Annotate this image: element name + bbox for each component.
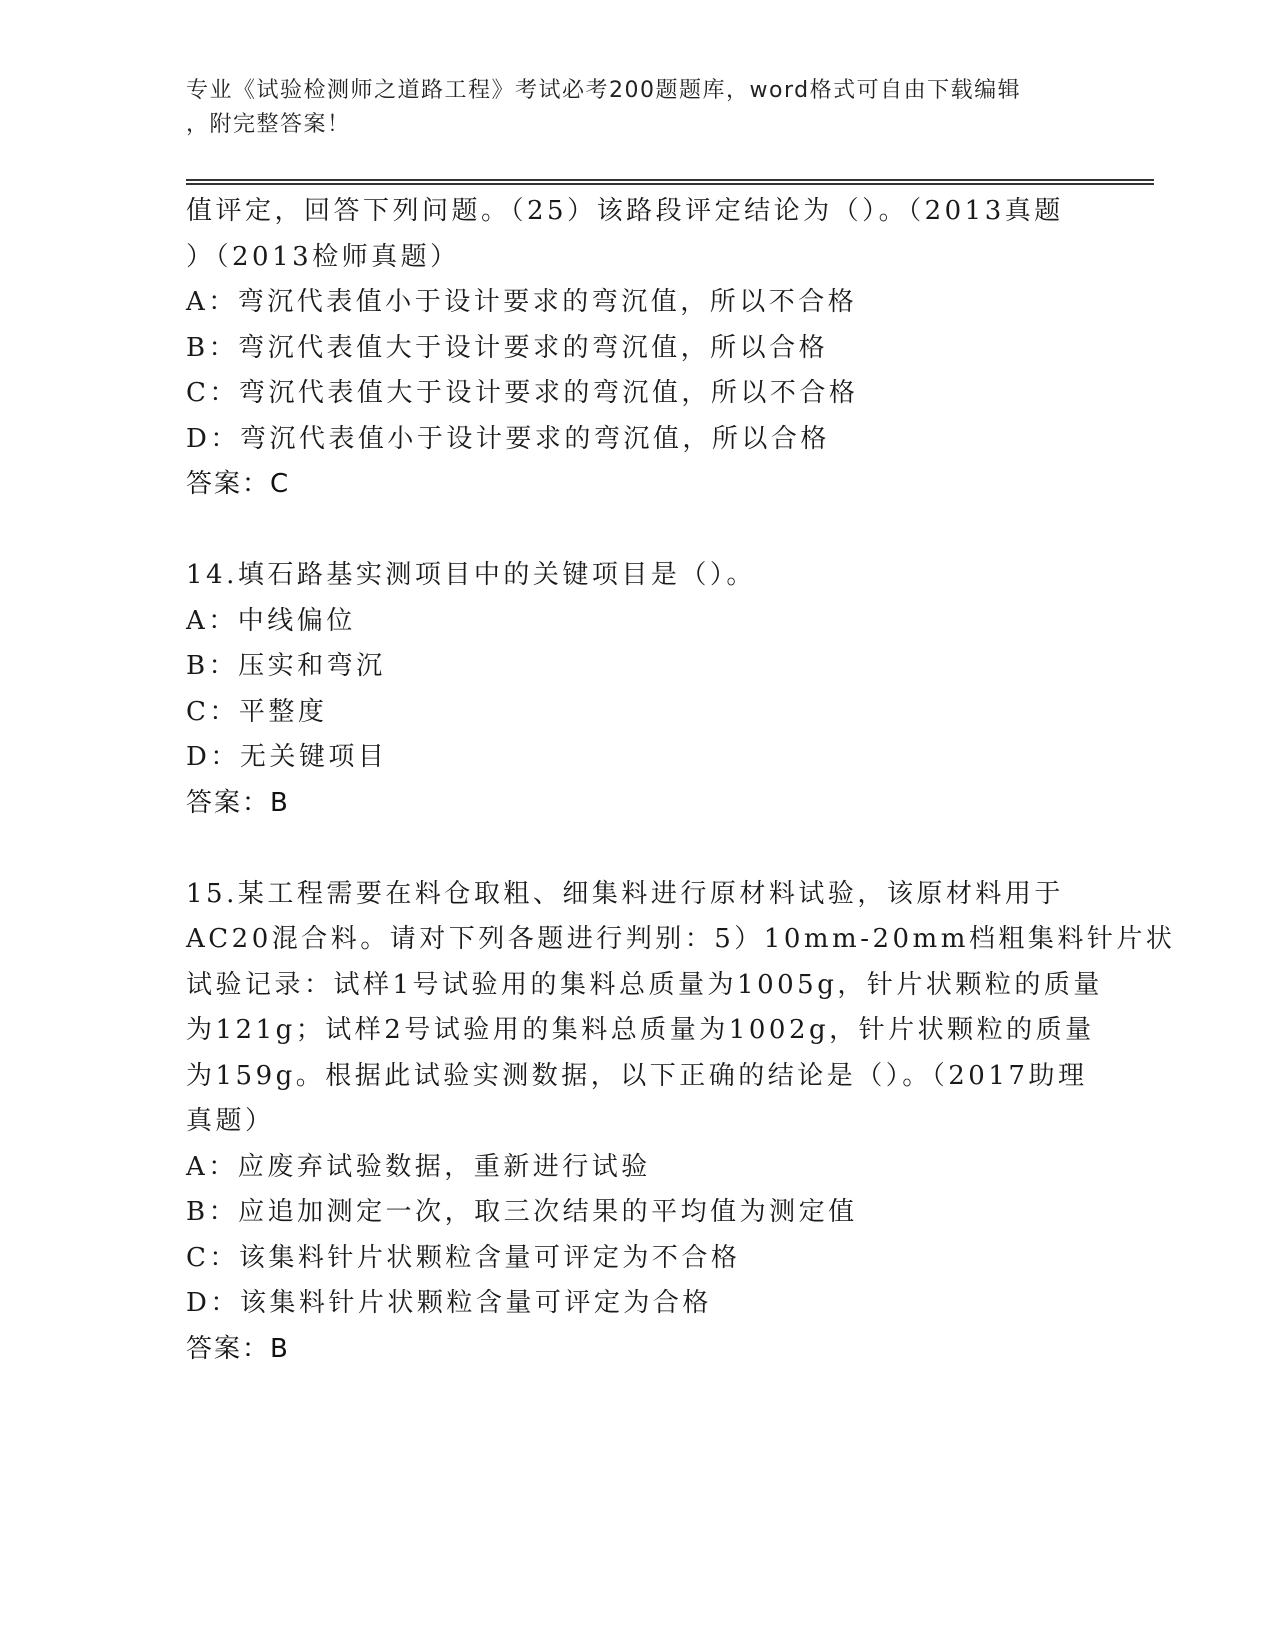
option-d: D：弯沉代表值小于设计要求的弯沉值，所以合格	[186, 423, 830, 454]
question-15	[186, 872, 1176, 1373]
option-a: A：中线偏位	[186, 605, 356, 636]
header-title-line-1: 专业《试验检测师之道路工程》考试必考200题题库，word格式可自由下载编辑	[186, 78, 1022, 103]
option-a: A：应废弃试验数据，重新进行试验	[186, 1151, 651, 1182]
question-stem-line: 15.某工程需要在料仓取粗、细集料进行原材料试验，该原材料用于	[186, 878, 1064, 909]
question-stem-line: 为121g；试样2号试验用的集料总质量为1002g，针片状颗粒的质量	[186, 1015, 1095, 1045]
question-14	[186, 553, 1086, 826]
question-spacer	[186, 826, 1086, 872]
header-divider-bottom	[186, 183, 1154, 185]
question-13	[186, 189, 1086, 508]
option-c: C：弯沉代表值大于设计要求的弯沉值，所以不合格	[186, 378, 859, 408]
option-d: D：该集料针片状颗粒含量可评定为合格	[186, 1288, 712, 1318]
question-stem-line: 试验记录：试样1号试验用的集料总质量为1005g，针片状颗粒的质量	[186, 969, 1103, 1000]
answer-label: 答案：B	[186, 1333, 290, 1364]
option-b: B：压实和弯沉	[186, 651, 386, 681]
option-b: B：弯沉代表值大于设计要求的弯沉值，所以合格	[186, 332, 829, 363]
document-header	[186, 74, 1086, 142]
question-stem-line: 真题）	[186, 1106, 275, 1136]
option-d: D：无关键项目	[186, 742, 388, 772]
answer-label: 答案：C	[186, 469, 291, 499]
question-spacer	[186, 508, 1086, 554]
option-c: C：该集料针片状颗粒含量可评定为不合格	[186, 1242, 741, 1273]
question-stem-line: 为159g。根据此试验实测数据，以下正确的结论是（）。（2017助理	[186, 1060, 1088, 1091]
answer-label: 答案：B	[186, 787, 290, 818]
question-stem-line: 14.填石路基实测项目中的关键项目是（）。	[186, 560, 756, 590]
question-stem-line: 值评定，回答下列问题。（25）该路段评定结论为（）。（2013真题	[186, 196, 1064, 226]
option-b: B：应追加测定一次，取三次结果的平均值为测定值	[186, 1197, 858, 1227]
option-a: A：弯沉代表值小于设计要求的弯沉值，所以不合格	[186, 287, 858, 317]
header-divider-top	[186, 179, 1154, 181]
option-c: C：平整度	[186, 696, 328, 727]
header-title-line-2: ，附完整答案！	[186, 112, 351, 137]
question-stem-line: ）（2013检师真题）	[186, 241, 460, 272]
question-stem-line: AC20混合料。请对下列各题进行判别：5）10mm-20mm档粗集料针片状	[186, 924, 1176, 954]
question-list	[186, 189, 1176, 1372]
